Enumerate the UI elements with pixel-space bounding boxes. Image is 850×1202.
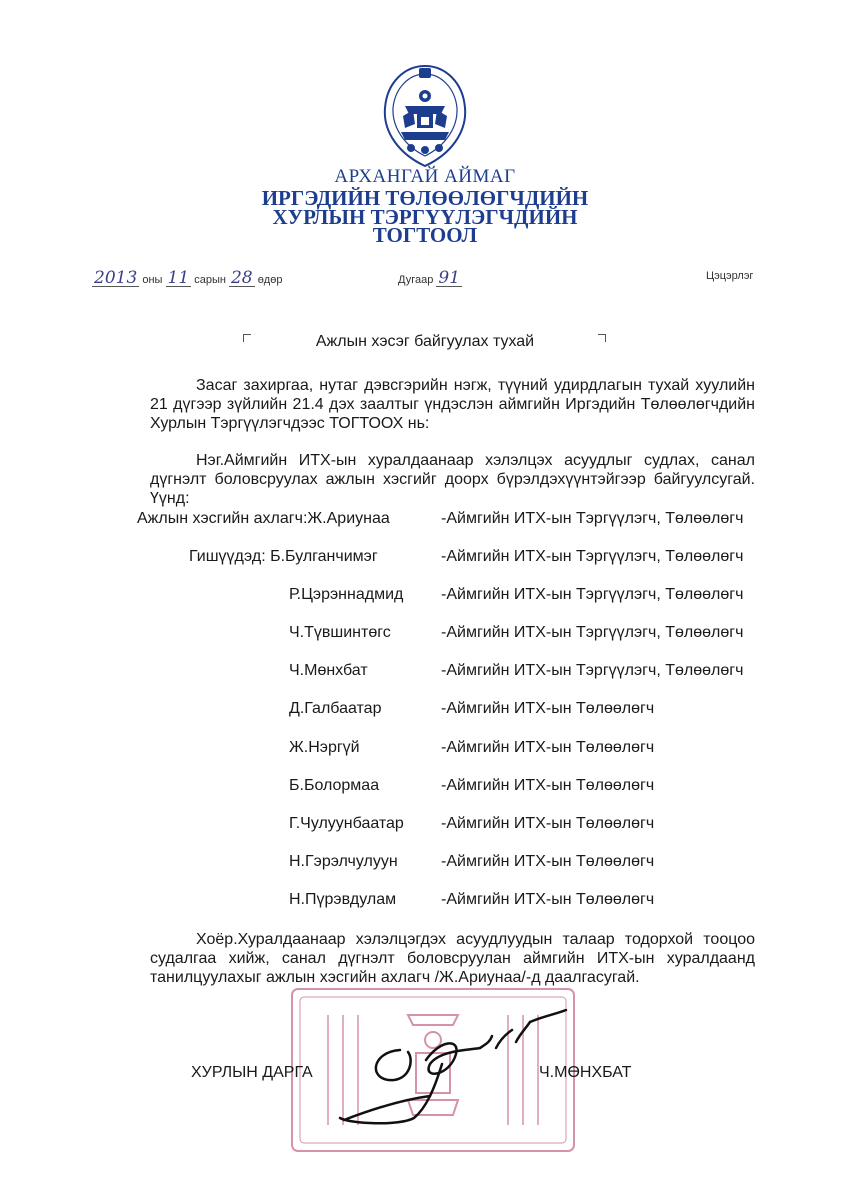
member-role: -Аймгийн ИТХ-ын Тэргүүлэгч, Төлөөлөгч <box>441 510 744 527</box>
aimag-name: АРХАНГАЙ АЙМАГ <box>334 166 516 187</box>
member-role: -Аймгийн ИТХ-ын Тэргүүлэгч, Төлөөлөгч <box>441 548 744 565</box>
number-label: Дугаар <box>398 274 434 286</box>
intro-paragraph: Засаг захиргаа, нутаг дэвсгэрийн нэгж, түүний удирдлагын тухай хуулийн 21 дүгээр зүйлийн 21.4 дэх заалтыг үндэслэн аймгийн Иргэдийн Төлөөлөгчдийн Хурлын Тэргүүлэгчдээс ТОГТООХ нь: <box>150 377 755 432</box>
member-label: Ч.Түвшинтөгс <box>289 624 391 641</box>
date-day: 28 <box>230 268 253 288</box>
state-emblem-icon <box>375 62 475 170</box>
member-label: Г.Чулуунбаатар <box>289 815 404 832</box>
member-label: Ажлын хэсгийн ахлагч:Ж.Ариунаа <box>137 510 390 527</box>
member-role: -Аймгийн ИТХ-ын Төлөөлөгч <box>441 739 655 756</box>
member-label: Н.Гэрэлчулуун <box>289 853 398 870</box>
member-role: -Аймгийн ИТХ-ын Тэргүүлэгч, Төлөөлөгч <box>441 586 744 603</box>
member-label: Р.Цэрэннадмид <box>289 586 404 603</box>
member-role: -Аймгийн ИТХ-ын Төлөөлөгч <box>441 700 655 717</box>
place-name: Цэцэрлэг <box>706 270 754 282</box>
member-label: Б.Болормаа <box>289 777 380 794</box>
signature-title: ХУРЛЫН ДАРГА <box>191 1064 313 1081</box>
member-role: -Аймгийн ИТХ-ын Төлөөлөгч <box>441 815 655 832</box>
document-number: 91 <box>438 268 461 288</box>
member-role: -Аймгийн ИТХ-ын Тэргүүлэгч, Төлөөлөгч <box>441 624 744 641</box>
member-label: Д.Галбаатар <box>289 700 382 717</box>
member-role: -Аймгийн ИТХ-ын Төлөөлөгч <box>441 853 655 870</box>
clause-one: Нэг.Аймгийн ИТХ-ын хуралдаанаар хэлэлцэх асуудлыг судлах, санал дүгнэлт боловсруулах ажлын хэсгийг доорх бүрэлдэхүүнтэйгээр байгуулсугай. Үүнд: <box>150 452 755 507</box>
clause-two: Хоёр.Хуралдаанаар хэлэлцэгдэх асуудлуудын талаар тодорхой тооцоо судалгаа хийж, санал дүгнэлт боловсруулан аймгийн ИТХ-ын хуралдаанд танилцуулахыг ажлын хэсгийн ахлагч /Ж.Ариунаа/-д даалгасугай. <box>150 931 755 986</box>
member-label: Ч.Мөнхбат <box>289 662 368 679</box>
member-label: Н.Пүрэвдулам <box>289 891 397 908</box>
council-title-line2: ХУРЛЫН ТЭРГҮҮЛЭГЧДИЙН <box>272 205 578 229</box>
date-month: 11 <box>167 268 190 288</box>
date-month-suffix: сарын <box>194 274 226 286</box>
subject-title: Ажлын хэсэг байгуулах тухай <box>315 333 535 350</box>
date-day-suffix: өдөр <box>257 274 283 286</box>
member-label: Ж.Нэргүй <box>289 739 360 756</box>
date-line <box>92 270 282 287</box>
number-line <box>398 270 462 287</box>
signatory-name: Ч.МӨНХБАТ <box>539 1064 632 1081</box>
handwritten-signature-icon <box>330 990 590 1130</box>
member-role: -Аймгийн ИТХ-ын Төлөөлөгч <box>441 777 655 794</box>
member-role: -Аймгийн ИТХ-ын Тэргүүлэгч, Төлөөлөгч <box>441 662 744 679</box>
member-label: Гишүүдэд: Б.Булганчимэг <box>189 548 378 565</box>
date-year: 2013 <box>94 268 138 288</box>
date-year-suffix: оны <box>142 274 163 286</box>
council-title-line1: ИРГЭДИЙН ТӨЛӨӨЛӨГЧДИЙН <box>261 186 589 210</box>
member-role: -Аймгийн ИТХ-ын Төлөөлөгч <box>441 891 655 908</box>
document-type-title: ТОГТООЛ <box>372 223 478 247</box>
